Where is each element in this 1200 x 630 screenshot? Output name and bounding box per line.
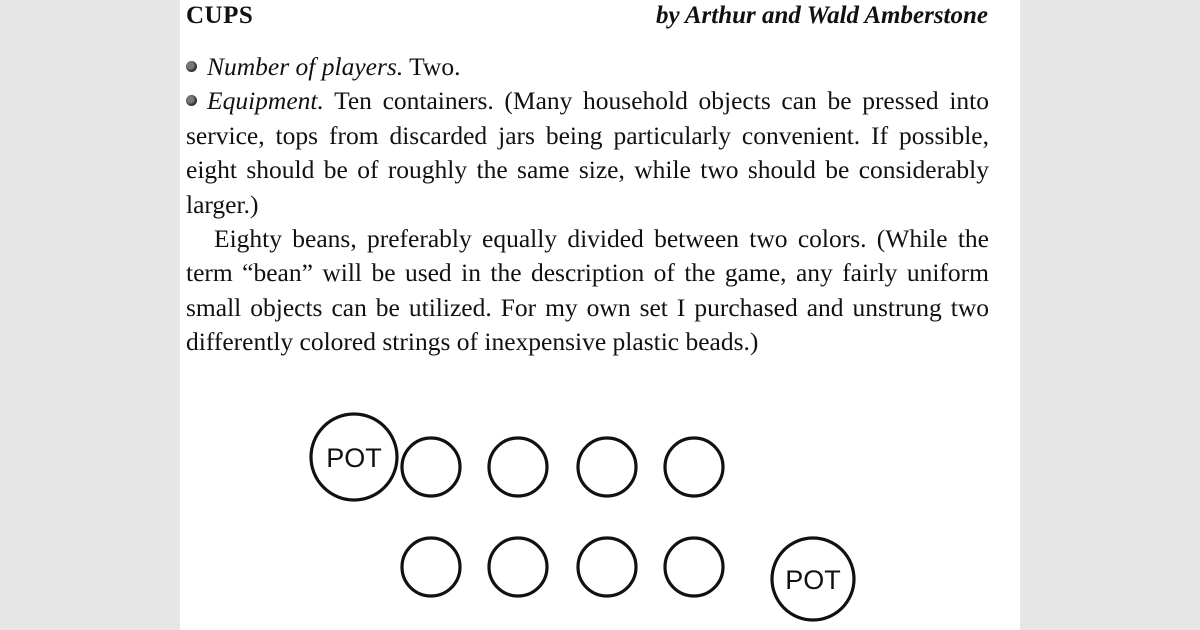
equipment-label: Equipment. [207,86,324,116]
players-line [186,50,989,84]
author-byline: by Arthur and Wald Amberstone [655,2,988,29]
cup-top-3 [578,438,636,496]
cup-bottom-3 [578,538,636,596]
rules-text [186,50,989,360]
pot-label: POT [785,565,841,595]
cup-bottom-4 [665,538,723,596]
cup-top-1 [402,438,460,496]
players-value: Two. [409,52,461,81]
pot-top [311,414,397,500]
pot-label: POT [326,443,382,473]
bullet-icon [186,95,197,106]
cup-top-4 [665,438,723,496]
game-title: CUPS [186,2,254,29]
cup-bottom-2 [489,538,547,596]
equipment-text: Ten containers. (Many household objects can be pressed into service, tops from discarded jars being particularly convenient. If possible, eight should be of roughly the same size, while two should be considerably larger.) [186,86,989,219]
players-label: Number of players. [207,52,404,81]
pot-bottom [772,538,854,620]
bullet-icon [186,61,197,72]
cups-layout-diagram [180,400,1020,630]
cup-top-2 [489,438,547,496]
cup-bottom-1 [402,538,460,596]
book-page [180,0,1020,630]
beans-paragraph: Eighty beans, preferably equally divided between two colors. (While the term “bean” will be used in the description of the game, any fairly uniform small objects can be utilized. For my own set I purchased and unstrung two differently colored strings of inexpensive plastic beads.) [186,224,989,357]
equipment-paragraph [186,84,989,222]
page-header [186,2,1020,38]
